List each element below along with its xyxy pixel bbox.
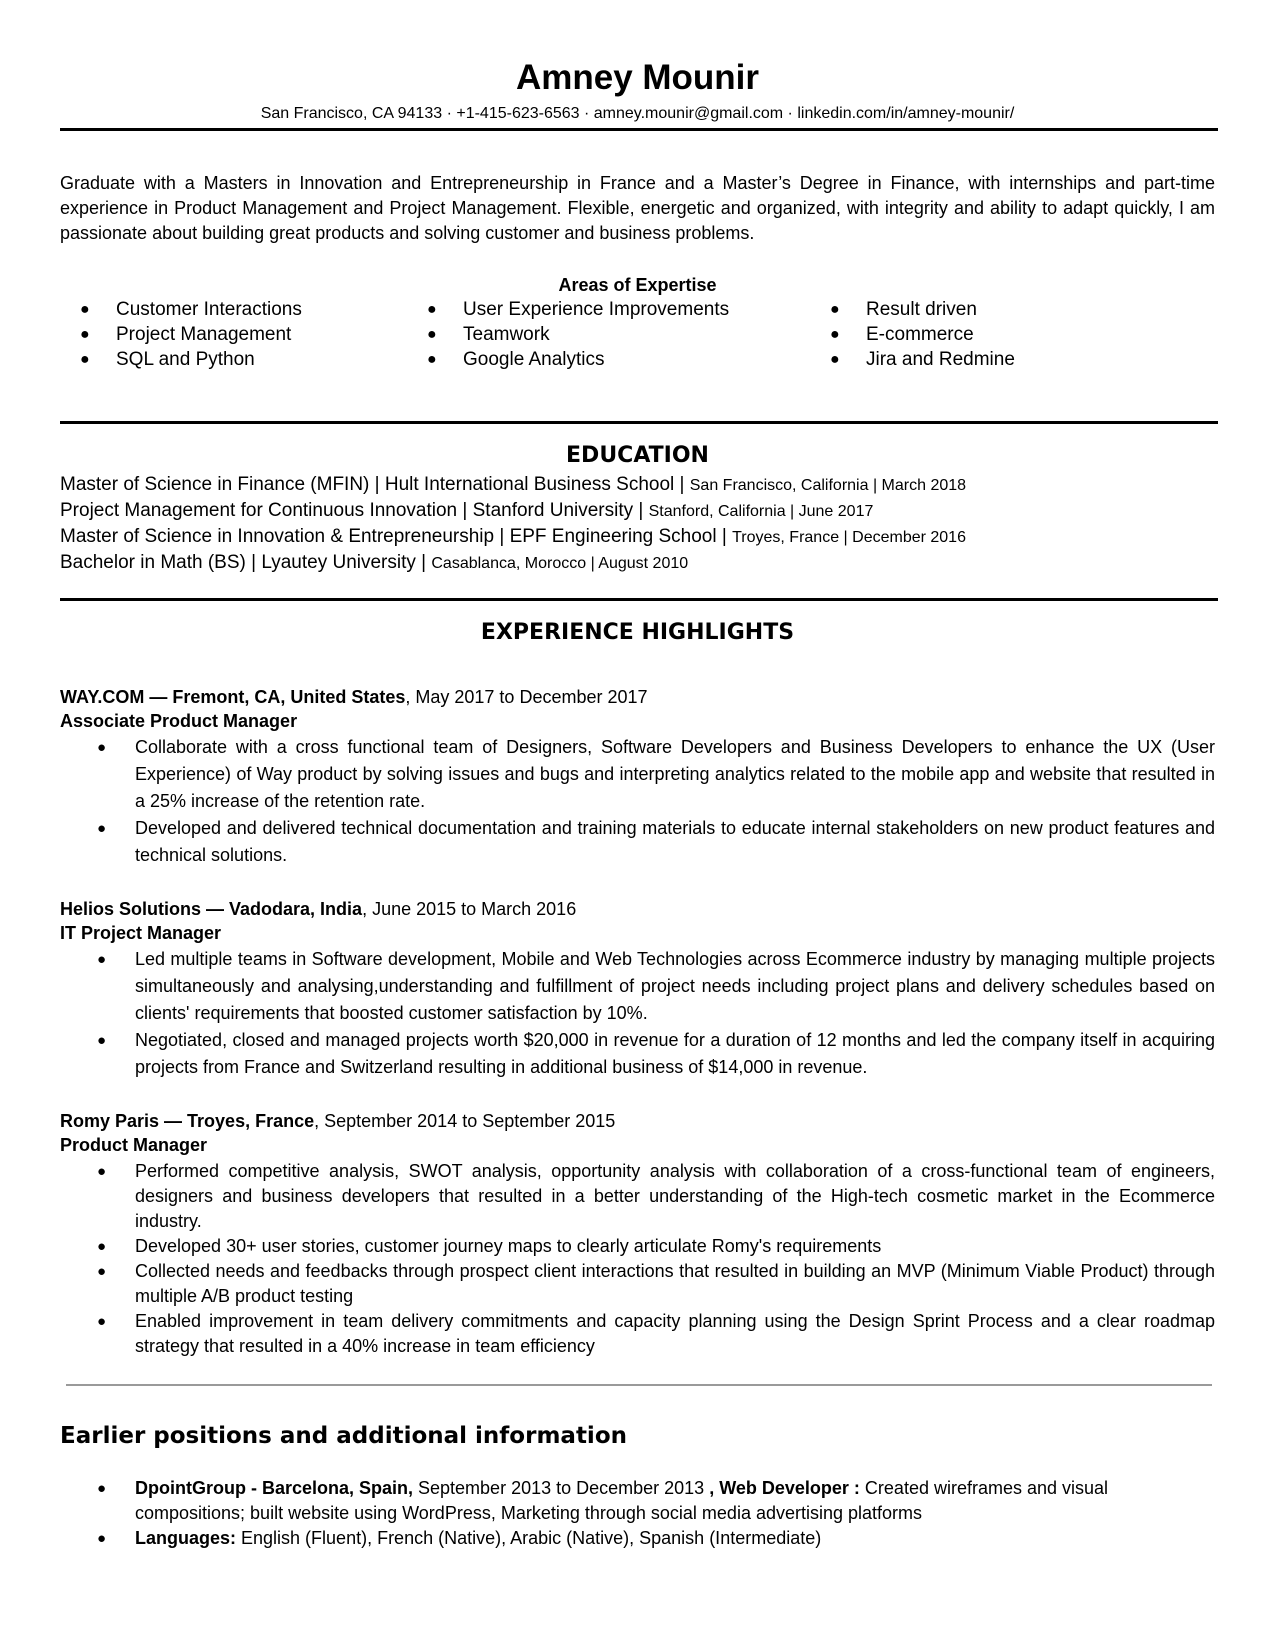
candidate-name: Amney Mounir [515,58,760,97]
expertise-column-1 [60,297,302,372]
job-dates: , May 2017 to December 2017 [405,687,648,707]
job-company: WAY.COM — Fremont, CA, United States [60,687,406,707]
bullet-icon: ● [97,1163,107,1180]
experience-title: EXPERIENCE HIGHLIGHTS [480,620,795,645]
list-item: ● Performed competitive analysis, SWOT analysis, opportunity analysis with collaboration of a cross-functional team of engineers, designers and business developers that resulted in a better understanding of the High-tech cosmetic market in the Ecommerce industry. [97,1161,1215,1231]
expertise-item: ● Result driven [830,299,977,320]
expertise-title: Areas of Expertise [558,275,717,295]
bullet-icon: ● [830,351,840,368]
list-item: ● Negotiated, closed and managed projects worth $20,000 in revenue for a duration of 12 months and led the company itself in acquiring projects from France and Switzerland resulting in additional business of $14,000 in revenue. [60,1027,1215,1081]
bullet-icon: ● [830,301,840,318]
bullet-icon: ● [97,1263,107,1280]
education-entry: Bachelor in Math (BS) | Lyautey University | Casablanca, Morocco | August 2010 [60,552,689,573]
job-header [60,1109,615,1157]
education-entry: Master of Science in Finance (MFIN) | Hult International Business School | San Francisco, California | March 2018 [60,474,967,495]
expertise-item: ● Google Analytics [427,349,605,370]
bullet-icon: ● [427,301,437,318]
job-company: Helios Solutions — Vadodara, India [60,899,363,919]
education-list [60,472,966,576]
list-item: ● Collaborate with a cross functional team of Designers, Software Developers and Business Developers to enhance the UX (User Experience) of Way product by solving issues and bugs and interpreting analytics related to the mobile app and website that resulted in a 25% increase of the retention rate. [60,734,1215,815]
list-item: ● Developed and delivered technical documentation and training materials to educate internal stakeholders on new product features and technical solutions. [60,815,1215,869]
job-header [60,897,576,945]
expertise-item: ● SQL and Python [80,349,255,370]
bullet-icon: ● [97,820,107,837]
list-item: ● DpointGroup - Barcelona, Spain, September 2013 to December 2013 , Web Developer : Created wireframes and visual compositions; built website using WordPress, Marketing through social media advertising platforms [97,1478,1109,1523]
bullet-icon: ● [97,1313,107,1330]
list-item: ● Collected needs and feedbacks through prospect client interactions that resulted in building an MVP (Minimum Viable Product) through multiple A/B product testing [97,1261,1215,1306]
expertise-item: ● Teamwork [427,324,550,345]
expertise-item: ● E-commerce [830,324,974,345]
bullet-icon: ● [97,1530,107,1547]
header-divider [60,128,1218,131]
bullet-icon: ● [830,326,840,343]
education-entry: Project Management for Continuous Innovation | Stanford University | Stanford, California | June 2017 [60,500,874,521]
bullet-icon: ● [427,326,437,343]
bullet-icon: ● [80,301,90,318]
bullet-icon: ● [97,1480,107,1497]
education-entry: Master of Science in Innovation & Entrepreneurship | EPF Engineering School | Troyes, France | December 2016 [60,526,966,547]
earlier-positions-list [60,1476,1215,1551]
contact-line: San Francisco, CA 94133 · +1-415-623-6563 · amney.mounir@gmail.com · linkedin.com/in/amney-mounir/ [260,105,1015,122]
bullet-icon: ● [97,1032,107,1049]
job-dates: , June 2015 to March 2016 [362,899,577,919]
job-bullets [60,1159,1215,1359]
bullet-icon: ● [97,739,107,756]
list-item: ● Enabled improvement in team delivery commitments and capacity planning using the Design Sprint Process and a clear roadmap strategy that resulted in a 40% increase in team efficiency [97,1311,1215,1356]
job-bullets [60,946,1215,1081]
bullet-icon: ● [97,1238,107,1255]
expertise-item: ● Customer Interactions [80,299,302,320]
expertise-column-2 [407,297,729,372]
job-role: IT Project Manager [60,923,222,943]
job-header [60,685,648,733]
job-dates: , September 2014 to September 2015 [314,1111,616,1131]
list-item: ● Languages: English (Fluent), French (Native), Arabic (Native), Spanish (Intermediate) [60,1526,1215,1551]
expertise-item: ● User Experience Improvements [427,299,730,320]
job-company: Romy Paris — Troyes, France [60,1111,315,1131]
job-bullets [60,734,1215,869]
education-title: EDUCATION [566,443,709,468]
bullet-icon: ● [80,351,90,368]
expertise-item: ● Project Management [80,324,292,345]
list-item: ● Led multiple teams in Software development, Mobile and Web Technologies across Ecommerce industry by managing multiple projects simultaneously and analysing,understanding and fulfillment of project needs including project plans and delivery schedules based on clients' requirements that boosted customer satisfaction by 10%. [60,946,1215,1027]
expertise-item: ● Jira and Redmine [830,349,1015,370]
earlier-positions-title: Earlier positions and additional information [60,1423,627,1449]
section-divider [60,421,1218,424]
expertise-column-3 [810,297,1015,372]
job-role: Product Manager [60,1135,208,1155]
bullet-icon: ● [80,326,90,343]
bullet-icon: ● [97,951,107,968]
job-role: Associate Product Manager [60,711,298,731]
list-item: ● Developed 30+ user stories, customer journey maps to clearly articulate Romy's requirements [60,1234,1215,1259]
bullet-icon: ● [427,351,437,368]
section-divider [60,598,1218,601]
section-divider [66,1384,1212,1386]
professional-summary: Graduate with a Masters in Innovation and Entrepreneurship in France and a Master’s Degree in Finance, with internships and part-time experience in Product Management and Project Management. Flexible, energetic and organized, with integrity and ability to adapt quickly, I am passionate about building great products and solving customer and business problems. [60,173,1215,243]
